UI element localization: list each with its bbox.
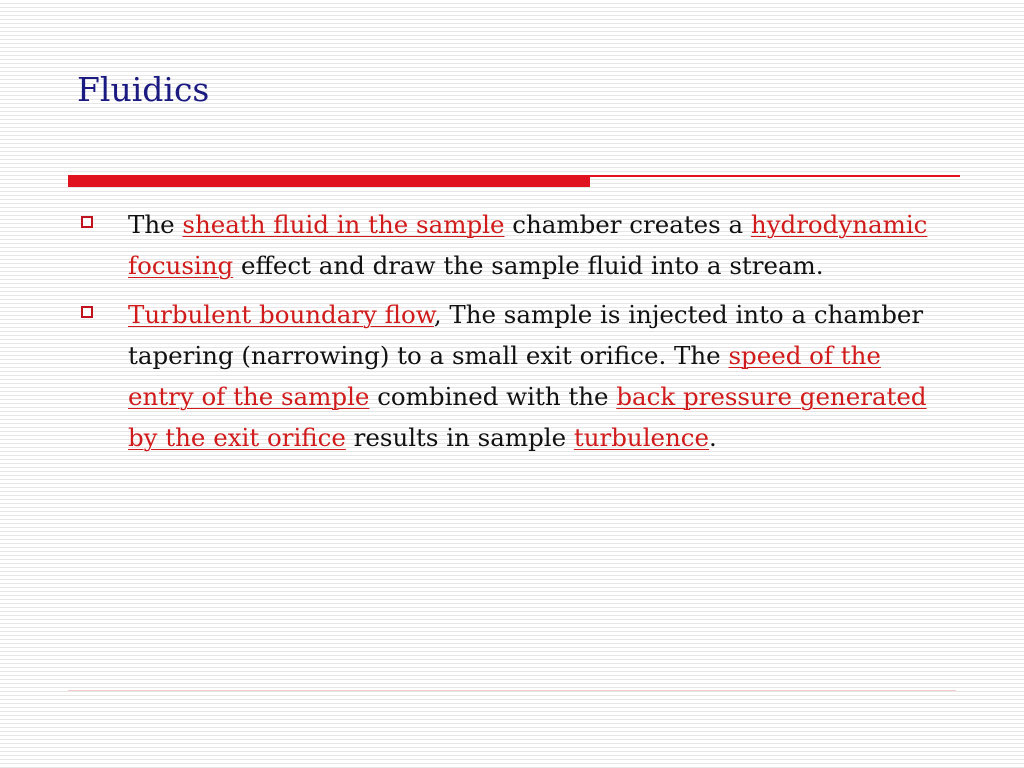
highlight-link: boundary flow (259, 300, 434, 329)
highlight-link: hydrodynamic focusing (128, 210, 928, 280)
text-run: . (709, 423, 717, 452)
highlight-link: sheath fluid in the sample (182, 210, 505, 239)
text-run: , The sample is injected into a chamber tapering (narrowing) to a small exit orifice. The (128, 300, 924, 370)
square-bullet-icon (81, 306, 93, 318)
footer-divider (68, 690, 956, 691)
slide-title: Fluidics (77, 70, 210, 109)
title-divider-thick (68, 175, 590, 187)
text-run: effect and draw the sample fluid into a stream. (233, 251, 824, 280)
bullet-list (78, 204, 958, 466)
bullet-text (128, 210, 927, 280)
title-divider-thin (590, 175, 960, 177)
text-run: chamber creates a (504, 210, 751, 239)
square-bullet-icon (81, 216, 93, 228)
text-run: The (128, 210, 183, 239)
highlight-link: turbulence (573, 423, 710, 452)
bullet-item-2 (78, 294, 948, 458)
highlight-link: Turbulent (128, 300, 260, 329)
highlight-link: back pressure generated by the exit orifice (128, 382, 927, 452)
bullet-text (128, 300, 927, 452)
text-run: results in sample (345, 423, 574, 452)
highlight-link: speed of the entry of the sample (128, 341, 881, 411)
bullet-item-1 (78, 204, 948, 286)
text-run: combined with the (369, 382, 617, 411)
